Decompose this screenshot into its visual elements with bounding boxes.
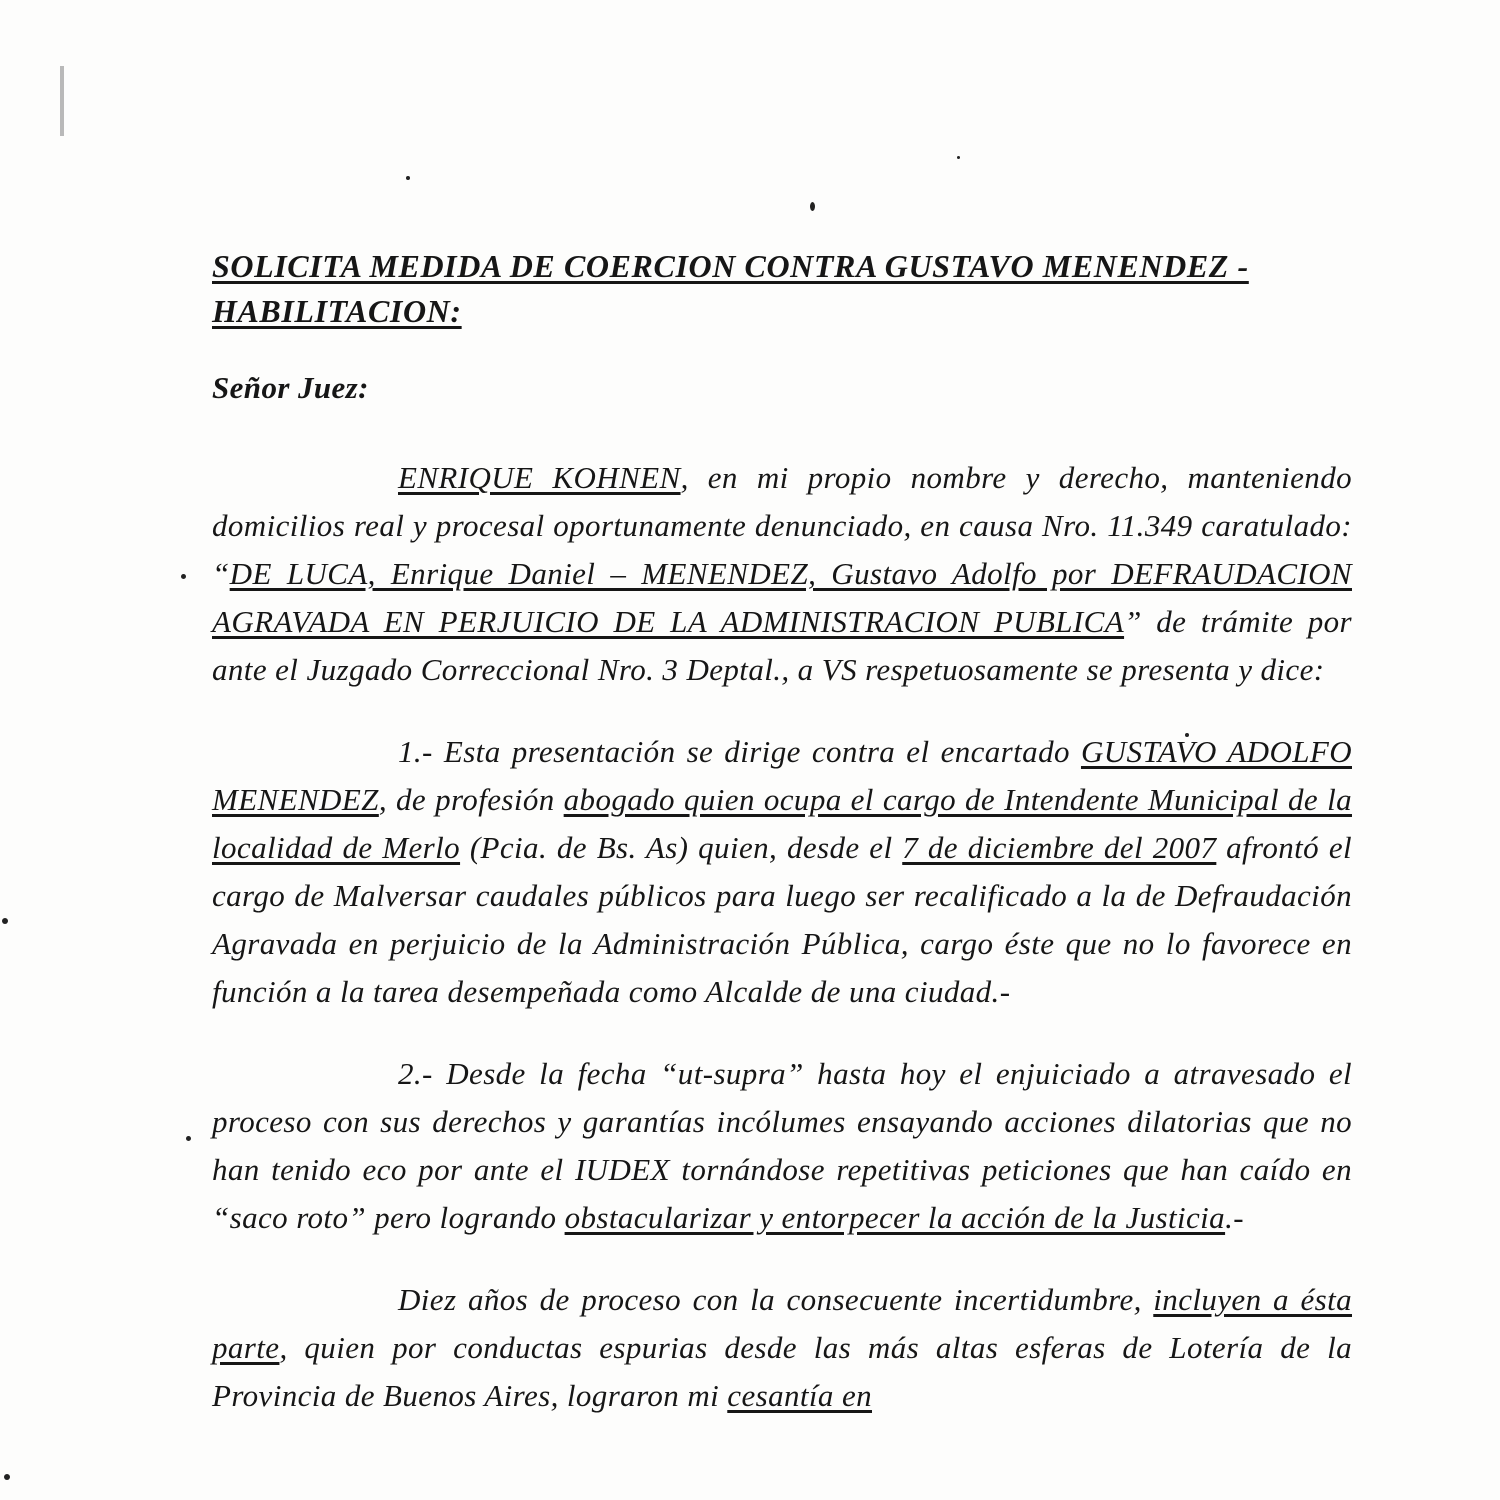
ten-years-text-2: , quien por conductas espurias desde las más altas esferas de Lotería de la Provincia de Buenos Aires, lograron mi (212, 1330, 1352, 1413)
charge-date: 7 de diciembre del 2007 (902, 830, 1217, 865)
point2-underlined: obstacularizar y entorpecer la acción de la Justicia (564, 1200, 1226, 1235)
ten-years-underlined-2: cesantía en (727, 1378, 872, 1413)
accused-name: GUSTAVO ADOLFO MENENDEZ (212, 734, 1352, 817)
ten-years-underlined-1: incluyen a ésta parte (212, 1282, 1352, 1365)
point1-text-3: (Pcia. de Bs. As) quien, desde el (460, 830, 903, 865)
document-title: SOLICITA MEDIDA DE COERCION CONTRA GUSTAVO MENENDEZ - HABILITACION: (212, 248, 1249, 329)
point1-text-4: afrontó el cargo de Malversar caudales públicos para luego ser recalificado a la de Defraudación Agravada en perjuicio de la Administración Pública, cargo éste que no lo favorece en función a la tarea desempeñada como Alcalde de una ciudad.- (212, 830, 1352, 1009)
petitioner-name: ENRIQUE KOHNEN (398, 460, 681, 495)
intro-text-1: , en mi propio nombre y derecho, manteniendo domicilios real y procesal oportunamente denunciado, en causa Nro. 11.349 caratulado: “ (212, 460, 1352, 591)
point2-text-1: 2.- Desde la fecha “ut-supra” hasta hoy el enjuiciado a atravesado el proceso con sus derechos y garantías incólumes ensayando acciones dilatorias que no han tenido eco por ante el IUDEX tornándose repetitivas peticiones que han caído en “saco roto” pero logrando (212, 1056, 1352, 1235)
scan-speck (4, 1474, 10, 1480)
scan-speck (406, 176, 410, 180)
paragraph-ten-years (212, 1276, 1352, 1420)
accused-role: abogado quien ocupa el cargo de Intendente Municipal de la localidad de Merlo (212, 782, 1352, 865)
ten-years-text-1: Diez años de proceso con la consecuente incertidumbre, (398, 1282, 1154, 1317)
scan-margin-mark (60, 66, 64, 136)
scan-speck (810, 202, 815, 211)
scan-speck (957, 156, 960, 159)
salutation: Señor Juez: (212, 370, 369, 405)
scan-speck (2, 918, 8, 924)
scan-speck (181, 574, 186, 579)
legal-document (212, 244, 1352, 1420)
intro-text-2: ” de trámite por ante el Juzgado Correccional Nro. 3 Deptal., a VS respetuosamente se presenta y dice: (212, 604, 1352, 687)
scan-speck (186, 1136, 191, 1141)
paragraph-point-1 (212, 728, 1352, 1016)
paragraph-point-2 (212, 1050, 1352, 1242)
case-title: DE LUCA, Enrique Daniel – MENENDEZ, Gustavo Adolfo por DEFRAUDACION AGRAVADA EN PERJUICIO DE LA ADMINISTRACION PUBLICA (212, 556, 1352, 639)
point2-text-2: .- (1225, 1200, 1244, 1235)
paragraph-intro (212, 454, 1352, 694)
point1-text-2: , de profesión (378, 782, 564, 817)
point1-text-1: 1.- Esta presentación se dirige contra el encartado (398, 734, 1081, 769)
